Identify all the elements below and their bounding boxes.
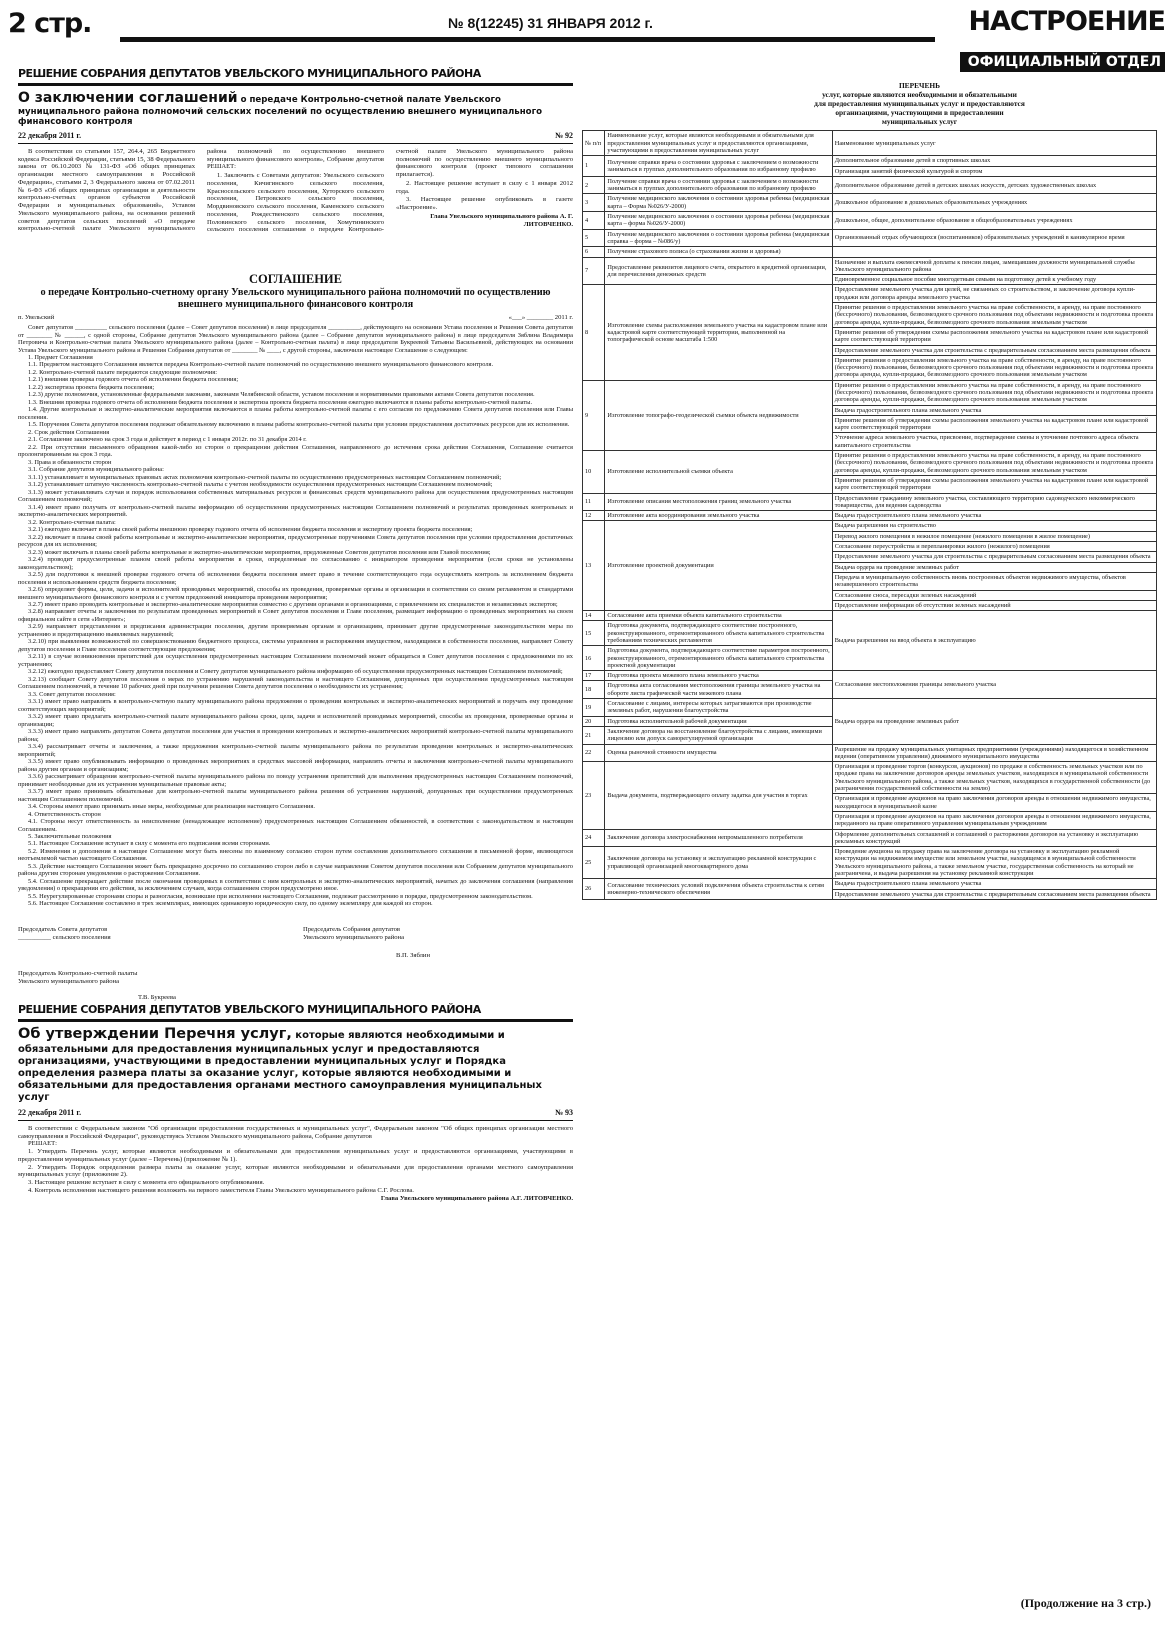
row-number: 10	[583, 451, 605, 493]
row-number: 25	[583, 847, 605, 879]
required-service: Получение справки врача о состоянии здоровья с заключением о возможности заниматься в группах дополнительного образования по избранному профилю	[605, 176, 832, 194]
agreement-body	[18, 324, 573, 908]
municipal-service: Назначение и выплата ежемесячной доплаты к пенсии лицам, замещавшим должности муниципальной службы Увельского муниципального района	[832, 257, 1156, 275]
issue-line: № 8(12245) 31 ЯНВАРЯ 2012 г.	[448, 15, 653, 31]
agreement-paragraph: 1.4. Другие контрольные и экспертно-аналитические мероприятия включаются в планы работы контрольно-счетной палаты с его согласия по предложению Совета депутатов поселения или Главы поселения.	[18, 406, 573, 421]
table-row	[583, 762, 1157, 794]
agreement-paragraph: 3.1.4) имеет право получать от контрольно-счетной палаты информацию об осуществлении предусмотренных настоящим Соглашением полномочий и результатах проведенных контрольных и экспертно-аналитических мероприятий.	[18, 503, 573, 519]
row-number: 2	[583, 176, 605, 194]
agreement-paragraph: 5. Заключительные положения	[28, 833, 112, 840]
masthead-rule	[120, 37, 935, 42]
signature-settlement-title: Председатель Совета депутатов	[18, 925, 108, 933]
municipal-service: Предоставление земельного участка для целей, не связанных со строительством, и заключение договора купли-продажи или договора аренды земельного участка	[832, 285, 1156, 303]
required-service: Оценка рыночной стоимости имущества	[605, 744, 832, 762]
agreement-paragraph: 5.6. Настоящее Соглашение составлено в трех экземплярах, имеющих одинаковую юридическую силу, по одному экземпляру для каждой из сторон.	[28, 900, 433, 908]
required-service: Подготовка исполнительной рабочей документации	[605, 716, 832, 726]
agreement-paragraph: 1.3. Внешняя проверка годового отчета об исполнении бюджета поселения и экспертиза проекта бюджета поселения ежегодно включаются в планы работы контрольно-счетной палаты.	[28, 398, 533, 406]
agreement-paragraph: Совет депутатов __________ сельского поселения (далее – Совет депутатов поселения) в лице председателя __________, действующего на основании Устава поселения и Решения Совета депутатов от ________ № ______, с одной стороны, Собрание депутатов Увельского муниципального района (далее – Собрание депутатов муниципального района) в лице председателя Зяблина Владимира Петровича и Контрольно-счетная палата Увельского муниципального района (далее – Контрольно-счетная палата) в лице председателя Букреевой Татьяны Васильевной, действующих на основании Устава Увельского муниципального района и Решения Собрания депутатов от ________ № ____, с другой стороны, заключили настоящее Соглашение о следующем:	[18, 324, 573, 354]
agreement-paragraph: 3.2.11) в случае возникновения препятствий для осуществления предусмотренных настоящим Соглашением полномочий может обращаться в Совет депутатов поселения с предложениями по их устранению;	[18, 653, 573, 668]
municipal-service: Принятие решения об утверждении схемы расположения земельного участка на кадастровом плане или кадастровой карте соответствующей территории	[832, 327, 1156, 345]
municipal-service: Дошкольное образование в дошкольных образовательных учреждениях	[832, 194, 1156, 212]
municipal-service	[832, 247, 1156, 257]
continued-note: (Продолжение на 3 стр.)	[1020, 1595, 1151, 1610]
agreement-paragraph: 3.1.2) устанавливает штатную численность контрольно-счетной палаты с учетом необходимости осуществления предусмотренных настоящим Соглашением полномочий;	[28, 481, 493, 489]
row-number: 4	[583, 212, 605, 230]
header-number: № п/п	[583, 131, 605, 156]
municipal-service: Проведение аукциона на продажу права на заключение договора на установку и эксплуатацию рекламной конструкции на недвижимом имуществе или земельном участке, находящемся в муниципальной собственности Увельского муниципального района, а также земельном участке, государственная собственность на который не разграничена, и выдача разрешения на установку рекламной конструкции	[832, 847, 1156, 879]
table-row	[583, 176, 1157, 194]
list-title-line: организациями, участвующими в предоставлении	[835, 107, 1004, 117]
agreement-subtitle: о передаче Контрольно-счетному органу Увельского муниципального района полномочий по осуществлению внешнего муниципального финансового контроля	[40, 286, 551, 311]
municipal-service: Дошкольное, общее, дополнительное образование в общеобразовательных учреждениях	[832, 212, 1156, 230]
municipal-service: Выдача градостроительного плана земельного участка	[832, 879, 1156, 889]
table-row	[583, 229, 1157, 247]
row-number: 26	[583, 879, 605, 900]
signature-ksp-sub: Увельского муниципального района	[18, 977, 120, 985]
paragraph: В соответствии со статьями 157, 264.4, 265 Бюджетного кодекса Российской Федерации, статьями 15, 38 Федерального закона от 06.10.2003 № 131-ФЗ «Об общих принципах организации местного самоуправления в Российской Федерации», статьями 2, 3 Федерального закона от 07.02.2011 № 6-ФЗ «Об общих принципах организации и деятельности контрольно-счетных органов субъектов Российской Федерации и муниципальных образований», Уставом Увельского муниципального района, на основании решений советов депутатов сельских поселений «О передаче контрольно-счетной палате Увельского муниципального района полномочий по осуществлению внешнего муниципального финансового контроля», Собрание депутатов РЕШАЕТ:	[18, 147, 384, 233]
agreement-paragraph: 3.1.3) может устанавливать случаи и порядок использования собственных материальных ресурсов и финансовых средств муниципального района для осуществления предусмотренных настоящим Соглашением полномочий;	[18, 488, 573, 504]
required-service: Заключение договора на восстановление благоустройства с лицами, имеющими лицензию или допуск саморегулируемой организации	[605, 726, 832, 744]
agreement-paragraph: 3.2. Контрольно-счетная палата:	[28, 518, 116, 526]
required-service: Согласование с лицами, интересы которых затрагиваются при производстве земляных работ, нарушении благоустройства	[605, 699, 832, 717]
row-number: 22	[583, 744, 605, 762]
agreement-paragraph: 3.3.1) имеет право направлять в контрольно-счетную палату муниципального района предложения о проведении контрольных и экспертно-аналитических мероприятий и поручать ему проведение соответствующих мероприятий;	[18, 698, 573, 713]
municipal-service: Разрешение на продажу муниципальных унитарных предприятиями (учреждениями) находящегося в хозяйственном ведении (оперативном управлении) движимого муниципального имущества	[832, 744, 1156, 762]
agreement-title: СОГЛАШЕНИЕ	[248, 271, 342, 286]
required-service: Изготовление схемы расположения земельного участка на кадастровом плане или кадастровой карте соответствующей территории, выполненной на топографической основе масштаба 1:500	[605, 285, 832, 380]
agreement-paragraph: 3.3. Совет депутатов поселения:	[28, 690, 116, 698]
table-row	[583, 671, 1157, 681]
row-number: 13	[583, 521, 605, 611]
resolution2-headline-rest: которые являются необходимыми и обязательными для предоставления муниципальных услуг и предоставляются организациями, участвующими в предоставлении муниципальных услуг и Порядка определения размера платы за оказание услуг, которые являются необходимыми и обязательными для предоставления органами местного самоуправления муниципальных услуг	[18, 1029, 542, 1104]
municipal-service: Выдача разрешения на ввод объекта в эксплуатацию	[832, 611, 1156, 671]
municipal-service: Выдача градостроительного плана земельного участка	[832, 511, 1156, 521]
required-service: Заключение договора электроснабжения непромышленного потребителя	[605, 829, 832, 847]
signature-settlement-sub: __________ сельского поселения	[18, 933, 111, 941]
row-number: 19	[583, 699, 605, 717]
paragraph: В соответствии с Федеральным законом "Об организации предоставления государственных и муниципальных услуг", Федеральным законом "Об общих принципах организации местного самоуправления в Российской Федерации", руководствуясь Уставом Увельского муниципального района, Собрание депутатов	[18, 1124, 573, 1140]
agreement-paragraph: 5.3. Действие настоящего Соглашения может быть прекращено досрочно по соглашению сторон либо в случае направления Советом депутатов поселения или Собранием депутатов муниципального района другим сторонам уведомления о расторжении Соглашения.	[18, 862, 573, 878]
resolution1-date: 22 декабря 2011 г.	[18, 131, 82, 141]
resolution2-body	[18, 1125, 573, 1203]
agreement-paragraph: 3.2.1) ежегодно включает в планы своей работы внешнюю проверку годового отчета об исполнении бюджета поселения и экспертизу проекта бюджета поселения;	[28, 526, 473, 534]
row-number: 11	[583, 493, 605, 511]
municipal-service: Согласование переустройства и перепланировки жилого (нежилого) помещения	[832, 542, 1156, 552]
required-service: Получение медицинского заключения о состоянии здоровья ребенка (медицинская карта – форма №026/У-2000)	[605, 212, 832, 230]
agreement-paragraph: 3.2.3) может включать в планы своей работы контрольные и экспертно-аналитические мероприятия, предложенные Советом депутатов поселения или Главой поселения;	[28, 548, 491, 556]
municipal-service: Организация занятий физической культурой и спортом	[832, 166, 1156, 176]
resolution1-headline-lead: О заключении соглашений	[18, 89, 238, 106]
agreement-paragraph: 3.2.13) сообщает Совету депутатов поселения о мерах по устранению нарушений законодательства и настоящего Соглашения, допущенных при осуществлении предусмотренных настоящим Соглашением полномочий, в течение 10 рабочих дней при получении решения Совета депутатов поселения о необходимости их устранения;	[18, 675, 573, 691]
table-row	[583, 699, 1157, 717]
municipal-service: Предоставление информации об отсутствии зеленых насаждений	[832, 600, 1156, 610]
municipal-service: Уточнение адреса земельного участка, присвоение, подтверждение смены и уточнение почтового адреса объекта капитального строительства	[832, 433, 1156, 451]
agreement-paragraph: 2. Срок действия Соглашения	[28, 428, 110, 436]
table-row	[583, 194, 1157, 212]
agreement-paragraph: 3.2.7) имеет право проводить контрольные и экспертно-аналитические мероприятия совместно с другими органами и организациями, с привлечением их специалистов и независимых экспертов;	[28, 600, 558, 608]
masthead	[8, 6, 1165, 46]
row-number: 17	[583, 671, 605, 681]
municipal-service: Принятие решения о предоставлении земельного участка на праве собственности, в аренду, на праве постоянного (бессрочного) пользования, безвозмездного срочного пользования под объектами недвижимости и подготовка проекта договора аренды, купли-продажи, безвозмездного срочного пользования земельным участком	[832, 451, 1156, 476]
row-number: 7	[583, 257, 605, 285]
required-service: Получение медицинского заключения о состоянии здоровья ребенка (медицинская карта – Форма №026/У-2000)	[605, 194, 832, 212]
page-number: 2 стр.	[8, 8, 92, 39]
row-number: 23	[583, 762, 605, 829]
required-service: Получение справки врача о состоянии здоровья с заключением о возможности заниматься в группах дополнительного образования по избранному профилю	[605, 156, 832, 177]
resolution1-headline-rest: о передаче Контрольно-счетной палате Увельского муниципального района полномочий сельских поселений по осуществлению внешнего муниципального финансового контроля	[18, 94, 542, 128]
agreement-paragraph: 5.1. Настоящее Соглашение вступает в силу с момента его подписания всеми сторонами.	[28, 840, 271, 848]
agreement-paragraph: 3.2.12) ежегодно предоставляет Совету депутатов поселения и Совету депутатов муниципального района информацию об осуществлении предусмотренных настоящим Соглашением полномочий;	[28, 668, 563, 676]
table-row	[583, 451, 1157, 476]
agreement-paragraph: 3.2.10) при выявлении возможностей по совершенствованию бюджетного процесса, системы управления и распоряжения имуществом, находящимся в собственности поселения, направляет Совету депутатов поселения и Главе поселения соответствующие предложения;	[18, 638, 573, 653]
table-row	[583, 285, 1157, 303]
resolution2-headline	[18, 1026, 573, 1105]
required-service: Согласование технических условий подключения объекта строительства к сетям инженерно-технического обеспечения	[605, 879, 832, 900]
paragraph: 3. Настоящее решение опубликовать в газете «Настроение».	[396, 196, 573, 212]
municipal-service: Организованный отдых обучающихся (воспитанников) образовательных учреждений в каникулярное время	[832, 229, 1156, 247]
agreement-paragraph: 3.2.5) для подготовки к внешней проверке годового отчета об исполнении бюджета поселения имеет право в течение соответствующего года осуществлять контроль за исполнением бюджета поселения и использованием средств бюджета поселения;	[18, 571, 573, 586]
row-number: 18	[583, 681, 605, 699]
agreement-paragraph: 4.1. Стороны несут ответственность за неисполнение (ненадлежащее исполнение) предусмотренных настоящим Соглашением обязанностей, в соответствии с законодательством и настоящим Соглашением.	[18, 818, 573, 833]
resolution1-number: № 92	[554, 131, 573, 141]
municipal-service: Организация и проведение торгов (конкурсов, аукционов) по продаже в собственность земельных участков или по продаже права на заключение договоров аренды земельных участков, находящихся в муниципальной собственности Увельского муниципального района, а также земельных участков, находящихся в государственной собственности (до разграничения государственной собственности на землю)	[832, 762, 1156, 794]
row-number: 3	[583, 194, 605, 212]
municipal-service: Принятие решения о предоставлении земельного участка на праве собственности, в аренду, на праве постоянного (бессрочного) пользования, безвозмездного срочного пользования под объектами недвижимости и подготовка проекта договора аренды, купли-продажи, безвозмездного срочного пользования земельным участком	[832, 380, 1156, 405]
municipal-service: Выдача градостроительного плана земельного участка	[832, 405, 1156, 415]
required-service: Подготовка акта согласования местоположения границы земельного участка на обороте листа графической части межевого плана	[605, 681, 832, 699]
table-row	[583, 493, 1157, 511]
agreement-place: п. Увельский	[18, 314, 55, 322]
table-row	[583, 521, 1157, 531]
municipal-service: Оформление дополнительных соглашений и соглашений о расторжении договоров на установку и эксплуатацию рекламных конструкций	[832, 829, 1156, 847]
municipal-service: Принятие решения о предоставлении земельного участка на праве собственности, в аренду, на праве постоянного (бессрочного) пользования, безвозмездного срочного пользования под объектами недвижимости и подготовка проекта договора аренды, купли-продажи, безвозмездного срочного пользования земельным участком	[832, 303, 1156, 328]
resolution2-number: № 93	[554, 1108, 573, 1118]
resolution2-kicker: РЕШЕНИЕ СОБРАНИЯ ДЕПУТАТОВ УВЕЛЬСКОГО МУНИЦИПАЛЬНОГО РАЙОНА	[18, 1004, 573, 1022]
table-row	[583, 847, 1157, 879]
table-row	[583, 879, 1157, 889]
table-row	[583, 511, 1157, 521]
section-banner: ОФИЦИАЛЬНЫЙ ОТДЕЛ	[960, 52, 1165, 72]
municipal-service: Предоставление земельного участка для строительства с предварительным согласованием места размещения объекта	[832, 889, 1156, 899]
required-service: Изготовление топографо-геодезической съемки объекта недвижимости	[605, 380, 832, 450]
municipal-service: Организация и проведение аукционов на право заключения договоров аренды в отношении недвижимого имущества, переданного на праве оперативного управления муниципальным учреждениям	[832, 811, 1156, 829]
paragraph: 1. Утвердить Перечень услуг, которые являются необходимыми и обязательными для предоставления муниципальных услуг и предоставляются организациями, участвующими в предоставлении муниципальных услуг (далее – Перечень) (приложение № 1).	[18, 1148, 573, 1163]
signature-ksp-title: Председатель Контрольно-счетной палаты	[18, 969, 138, 977]
agreement-paragraph: 1.2.2) экспертиза проекта бюджета поселения;	[28, 383, 155, 391]
municipal-service: Выдача ордера на проведение земляных работ	[832, 562, 1156, 572]
agreement-paragraph: 5.2. Изменения и дополнения в настоящее Соглашение могут быть внесены по взаимному согласию сторон путем составления дополнительного соглашения в письменной форме, являющегося неотъемлемой частью настоящего Соглашения.	[18, 847, 573, 863]
agreement-paragraph: 5.5. Неурегулированные сторонами споры и разногласия, возникшие при исполнении настоящего Соглашения, подлежат рассмотрению в порядке, предусмотренном законодательством.	[28, 892, 533, 900]
table-header-row	[583, 131, 1157, 156]
municipal-service: Перевод жилого помещения в нежилое помещение (нежилого помещения в жилое помещение)	[832, 531, 1156, 541]
list-title	[682, 82, 1157, 126]
agreement-placeline	[18, 314, 573, 322]
agreement-paragraph: 2.1. Соглашение заключено на срок 3 года и действует в период с 1 января 2012г. по 31 декабря 2014 г.	[28, 436, 307, 444]
list-title-line: ПЕРЕЧЕНЬ	[898, 81, 941, 90]
agreement-paragraph: 1.2. Контрольно-счетной палате передаются следующие полномочия:	[28, 368, 217, 376]
signature-district-title: Председатель Собрания депутатов	[303, 925, 401, 933]
required-service: Выдача документа, подтверждающего оплату задатка для участия в торгах	[605, 762, 832, 829]
paragraph: 1. Заключить с Советами депутатов: Увельского сельского поселения, Кичигинского сельского поселения, Красносельского сельского поселения, Хуторского сельского поселения, Петровского сельского поселения, Мордвиновского сельского поселения, Каменского сельского поселения, Рождественского сельского поселения, Половинского сельского поселения, Хомутининского сельского поселения соглашения о передаче Контрольно-счетной палате Увельского муниципального района полномочий по осуществлению внешнего муниципального финансового контроля (проект типового соглашения прилагается).	[207, 147, 573, 234]
agreement-paragraph: 3.3.7) имеет право принимать обязательные для контрольно-счетной палаты муниципального района решения об устранении нарушений, допущенных при осуществлении предусмотренных настоящим Соглашением полномочий.	[18, 788, 573, 803]
table-row	[583, 611, 1157, 621]
newspaper-name: НАСТРОЕНИЕ	[968, 6, 1165, 37]
required-service: Изготовление описания местоположения границ земельного участка	[605, 493, 832, 511]
agreement-paragraph: 3.2.8) направляет отчеты и заключения по результатам проведенных мероприятий в Совет депутатов поселения и Главе поселения, размещает информацию о проведенных мероприятиях на своем официальном сайте в сети «Интернет»;	[18, 608, 573, 623]
agreement-paragraph: 3.2.2) включает в планы своей работы контрольные и экспертно-аналитические мероприятия, предусмотренные поручениями Совета депутатов поселения при условии предоставления достаточных ресурсов для их исполнения;	[18, 533, 573, 549]
agreement-paragraph: 1. Предмет Соглашения	[28, 354, 93, 361]
paragraph: 3. Настоящее решение вступает в силу с момента его официального опубликования.	[28, 1179, 265, 1187]
row-number: 14	[583, 611, 605, 621]
agreement-paragraph: 1.1. Предметом настоящего Соглашения является передача Контрольно-счетной палате полномочий по осуществлению внешнего муниципального финансового контроля.	[28, 361, 494, 369]
agreement-paragraph: 1.2.3) другие полномочия, установленные федеральными законами, законами Челябинской области, уставом поселения и нормативными правовыми актами Совета депутатов поселения.	[28, 391, 535, 399]
row-number: 1	[583, 156, 605, 177]
left-column	[18, 68, 573, 1203]
municipal-service: Принятие решения об утверждении схемы расположения земельного участка на кадастровом плане или кадастровой карте соответствующей территории	[832, 415, 1156, 433]
agreement-paragraph: 3.2.9) направляет представления и предписания администрации поселения, другим проверяемым органам и организациям, принимает другие предусмотренные законодательством меры по устранению и предотвращению выявляемых нарушений;	[18, 623, 573, 638]
services-table	[582, 130, 1157, 900]
required-service: Согласование акта приемки объекта капитального строительства	[605, 611, 832, 621]
required-service: Подготовка документа, подтверждающего соответствие построенного, реконструированного, отремонтированного объекта капитального строительства требованиям технических регламентов	[605, 621, 832, 646]
header-required-services: Наименование услуг, которые являются необходимыми и обязательными для предоставления муниципальных услуг и предоставляются организациями, участвующими в предоставлении муниципальных услуг	[605, 131, 832, 156]
municipal-service: Выдача разрешения на строительство	[832, 521, 1156, 531]
resolution1-dateline	[18, 129, 573, 143]
signature-district-name: В.П. Зяблин	[396, 951, 430, 959]
agreement-paragraph: 1.2.1) внешняя проверка годового отчета об исполнении бюджета поселения;	[28, 376, 239, 384]
row-number: 5	[583, 229, 605, 247]
municipal-service: Принятие решения о предоставлении земельного участка на праве собственности, в аренду, на праве постоянного (бессрочного) пользования, безвозмездного срочного пользования под объектами недвижимости и подготовка проекта договора аренды, купли-продажи, безвозмездного срочного пользования земельным участком	[832, 355, 1156, 380]
required-service: Получение медицинского заключения о состоянии здоровья ребенка (медицинская справка – форма – №086/у)	[605, 229, 832, 247]
list-title-line: муниципальных услуг	[881, 116, 958, 126]
agreement-date: «___» ________ 2011 г.	[508, 314, 573, 322]
table-row	[583, 247, 1157, 257]
table-row	[583, 156, 1157, 166]
municipal-service: Согласование сноса, пересадки зеленых насаждений	[832, 590, 1156, 600]
agreement-paragraph: 3.1.1) устанавливает в муниципальных правовых актах полномочия контрольно-счетной палаты по осуществлению предусмотренных настоящим Соглашением полномочий;	[28, 473, 502, 481]
agreement-paragraph: 3. Права и обязанности сторон	[28, 458, 112, 466]
paragraph: 2. Утвердить Порядок определения размера платы за оказание услуг, которые являются необходимыми и обязательными для предоставления органами местного самоуправления муниципальных услуг (приложение 2).	[18, 1163, 573, 1179]
row-number: 16	[583, 646, 605, 671]
municipal-service: Организация и проведение аукционов на право заключения договоров аренды в отношении недвижимого имущества, находящегося в муниципальной казне	[832, 794, 1156, 812]
row-number: 15	[583, 621, 605, 646]
municipal-service: Согласование местоположения границы земельного участка	[832, 671, 1156, 699]
resolution2-date: 22 декабря 2011 г.	[18, 1108, 82, 1118]
agreement-paragraph: 3.3.6) рассматривает обращения контрольно-счетной палаты муниципального района по поводу устранения препятствий для выполнения предусмотренных настоящим Соглашением полномочий, принимает необходимые для их устранения муниципальные правовые акты;	[18, 773, 573, 788]
resolution1-body	[18, 148, 573, 266]
table-row	[583, 380, 1157, 405]
row-number: 12	[583, 511, 605, 521]
agreement-paragraph: 5.4. Соглашение прекращает действие после окончания проводимых в соответствии с ним контрольных и экспертно-аналитических мероприятий, начатых до заключения соглашения (направления уведомления) о прекращении его действия, за исключением случаев, когда соглашением сторон предусмотрено иное.	[18, 877, 573, 893]
resolution1-headline	[18, 90, 573, 127]
table-row	[583, 257, 1157, 275]
agreement-paragraph: 3.3.5) имеет право опубликовывать информацию о проведенных мероприятиях в средствах массовой информации, направлять отчеты и заключения контрольно-счетной палаты муниципального района другим органам и организациям;	[18, 758, 573, 773]
agreement-paragraph: 3.2.4) проводит предусмотренные планом своей работы мероприятия в сроки, определенные по согласованию с инициатором проведения мероприятия (если сроки не установлены законодательством);	[18, 556, 573, 571]
required-service: Подготовка проекта межевого плана земельного участка	[605, 671, 832, 681]
table-row	[583, 744, 1157, 762]
header-municipal-services: Наименование муниципальных услуг	[832, 131, 1156, 156]
signature-district-sub: Увельского муниципального района	[303, 933, 405, 941]
paragraph: 2. Настоящее решение вступает в силу с 1 января 2012 года.	[396, 179, 573, 195]
resolution2-signature: Глава Увельского муниципального района А.Г. ЛИТОВЧЕНКО.	[380, 1194, 573, 1202]
municipal-service: Дополнительное образование детей в спортивных школах	[832, 156, 1156, 166]
agreement-signatures	[18, 926, 573, 1004]
municipal-service: Единовременное социальное пособие многодетным семьям на подготовку детей к учебному году	[832, 275, 1156, 285]
municipal-service: Предоставление земельного участка для строительства с предварительным согласованием места размещения объекта	[832, 552, 1156, 562]
agreement-paragraph: 3.2.6) определяет формы, цели, задачи и исполнителей проводимых мероприятий, способы их проведения, проверяемые органы и организации в соответствии со своим регламентом и стандартами внешнего муниципального финансового контроля и с учетом предложений инициатора проведения мероприятия;	[18, 586, 573, 601]
required-service: Предоставление реквизитов лицевого счета, открытого в кредитной организации, для перечисления денежных средств	[605, 257, 832, 285]
agreement-paragraph: 2.2. При отсутствии письменного обращения какой-либо из сторон о прекращении действия Соглашения, направленного до истечения срока действия Соглашения, Соглашение считается пролонгированным на срок 3 года.	[18, 443, 573, 459]
resolution2-dateline	[18, 1106, 573, 1120]
required-service: Изготовление проектной документации	[605, 521, 832, 611]
table-body	[583, 156, 1157, 900]
resolution1-signature: Глава Увельского муниципального района А. Г. ЛИТОВЧЕНКО.	[430, 212, 573, 228]
municipal-service: Выдача ордера на проведение земляных работ	[832, 699, 1156, 744]
paragraph: РЕШАЕТ:	[28, 1140, 57, 1148]
row-number: 20	[583, 716, 605, 726]
municipal-service: Предоставление земельного участка для строительства с предварительным согласованием места размещения объекта	[832, 345, 1156, 355]
agreement-paragraph: 3.4. Стороны имеют право принимать иные меры, необходимые для реализации настоящего Соглашения.	[28, 803, 315, 811]
municipal-service: Передача в муниципальную собственность вновь построенных объектов недвижимого имущества, объектов незавершенного строительства	[832, 572, 1156, 590]
municipal-service: Предоставление гражданину земельного участка, составляющего территорию садоводческого некоммерческого товарищества, для ведения садоводства	[832, 493, 1156, 511]
right-column	[582, 82, 1157, 900]
agreement-paragraph: 3.3.4) рассматривает отчеты и заключения, а также предложения контрольно-счетной палаты муниципального района по результатам проведения контрольных и экспертно-аналитических мероприятий;	[18, 743, 573, 758]
required-service: Изготовление исполнительной съемки объекта	[605, 451, 832, 493]
required-service: Подготовка документа, подтверждающего соответствие параметров построенного, реконструированного, отремонтированного объекта капитального строительства проектной документации	[605, 646, 832, 671]
signature-ksp-name: Т.В. Букреева	[138, 993, 176, 1001]
row-number: 8	[583, 285, 605, 380]
table-row	[583, 829, 1157, 847]
list-title-line: для предоставления муниципальных услуг и предоставляются	[814, 98, 1025, 108]
agreement-paragraph: 4. Ответственность сторон	[28, 810, 101, 818]
required-service: Заключение договора на установку и эксплуатацию рекламной конструкции с управляющей организацией многоквартирного дома	[605, 847, 832, 879]
row-number: 21	[583, 726, 605, 744]
paragraph: 4. Контроль исполнения настоящего решения возложить на первого заместителя Главы Увельского муниципального района С.Г. Рослова.	[28, 1187, 414, 1194]
agreement-paragraph: 1.5. Поручения Совета депутатов поселения подлежат обязательному включению в планы работы контрольно-счетной палаты при условии предоставления достаточных ресурсов для их исполнения.	[28, 421, 570, 429]
agreement-paragraph: 3.3.2) имеет право предлагать контрольно-счетной палате муниципального района сроки, цели, задачи и исполнителей проводимых мероприятий, способы их проведения, проверяемые органы и организации;	[18, 713, 573, 728]
agreement-paragraph: 3.3.3) имеет право направлять депутатов Совета депутатов поселения для участия в проведении контрольных и экспертно-аналитических мероприятий контрольно-счетной палаты муниципального района;	[18, 728, 573, 743]
table-row	[583, 212, 1157, 230]
list-title-line: услуг, которые являются необходимыми и обязательными	[822, 89, 1017, 99]
municipal-service: Дополнительное образование детей в детских школах искусств, детских художественных школах	[832, 176, 1156, 194]
row-number: 9	[583, 380, 605, 450]
required-service: Получение страхового полиса (о страховании жизни и здоровья)	[605, 247, 832, 257]
municipal-service: Принятие решения об утверждении схемы расположения земельного участка на кадастровом плане или кадастровой карте соответствующей территории	[832, 475, 1156, 493]
resolution2-headline-lead: Об утверждении Перечня услуг,	[18, 1025, 292, 1042]
row-number: 6	[583, 247, 605, 257]
row-number: 24	[583, 829, 605, 847]
resolution1-kicker: РЕШЕНИЕ СОБРАНИЯ ДЕПУТАТОВ УВЕЛЬСКОГО МУНИЦИПАЛЬНОГО РАЙОНА	[18, 68, 573, 86]
agreement-paragraph: 3.1. Собрание депутатов муниципального района:	[28, 466, 164, 474]
required-service: Изготовление акта координирования земельного участка	[605, 511, 832, 521]
